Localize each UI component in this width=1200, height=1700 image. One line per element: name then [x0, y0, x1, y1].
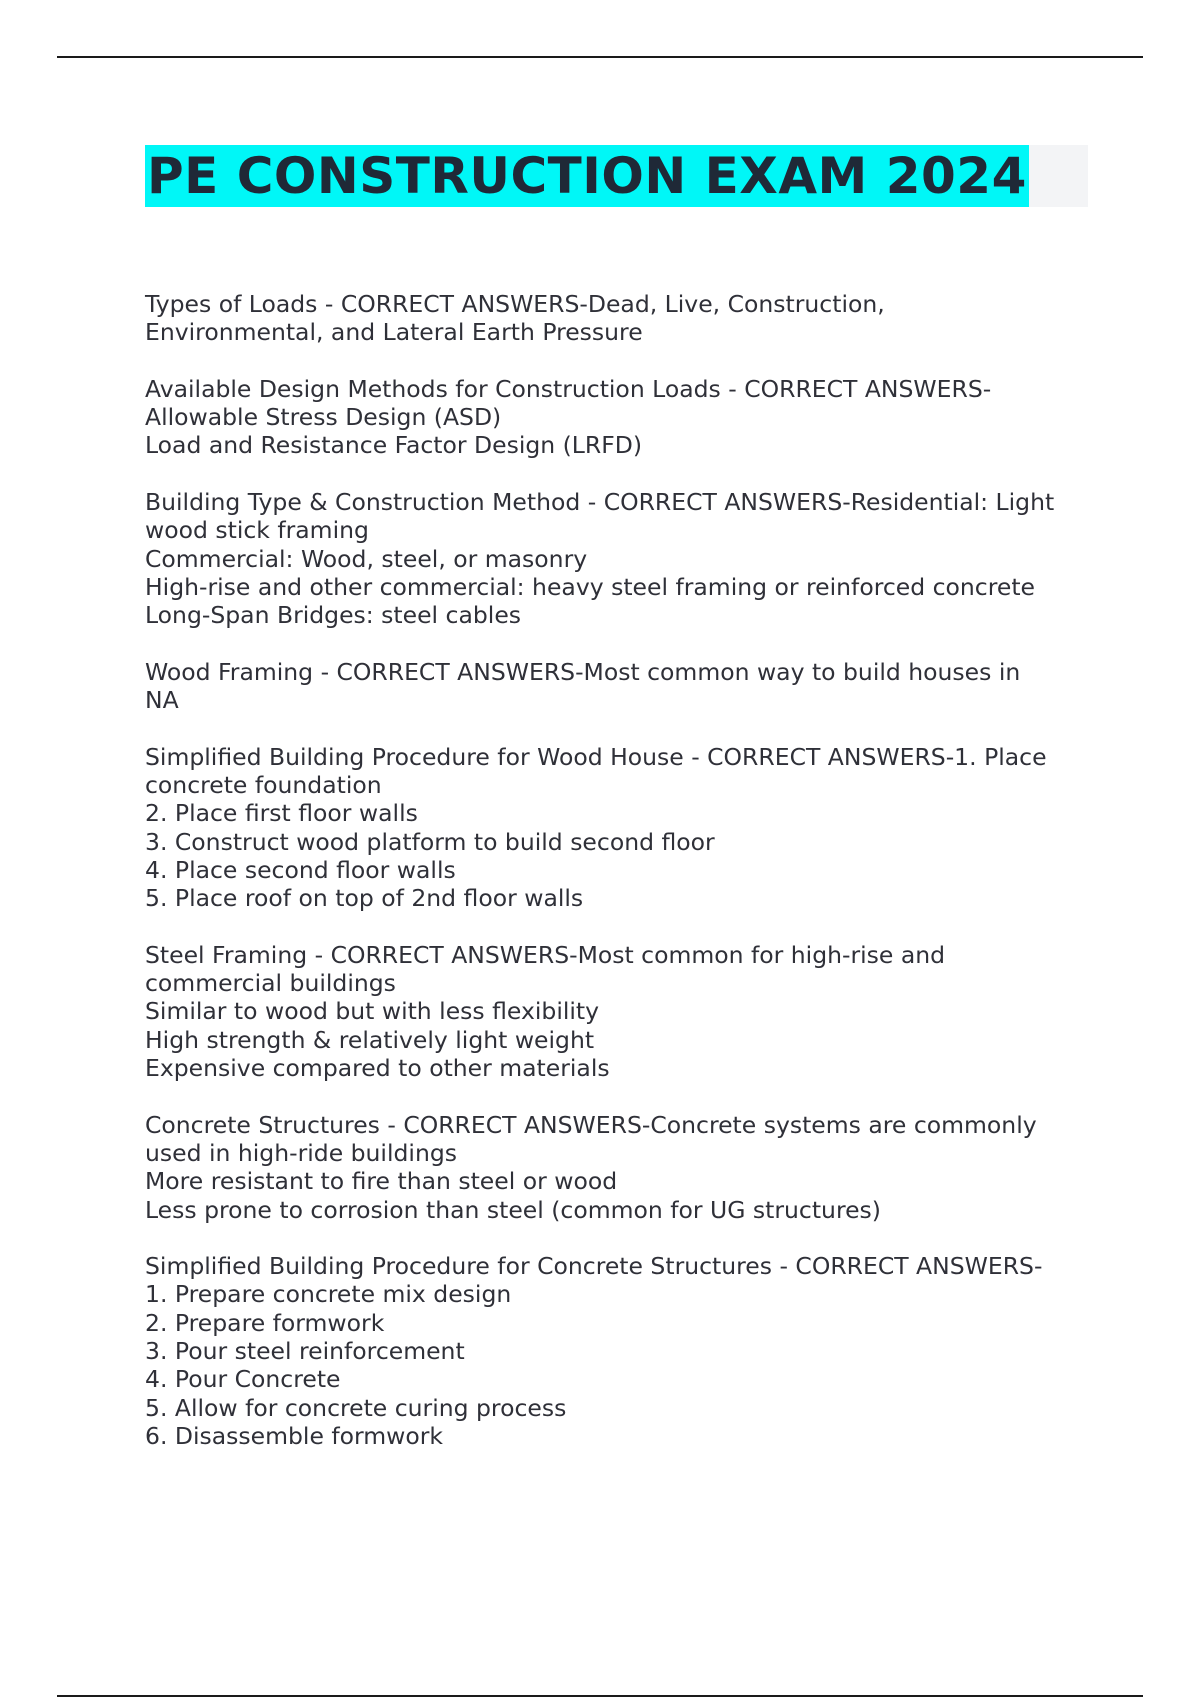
qa-entry — [145, 488, 1100, 629]
qa-entry-line: High strength & relatively light weight — [145, 1025, 595, 1054]
qa-entry-line: Less prone to corrosion than steel (common for UG structures) — [145, 1195, 881, 1224]
qa-entry-heading-line: Simplified Building Procedure for Concrete Structures - CORRECT ANSWERS- — [145, 1252, 1043, 1281]
qa-entry-heading-line: Concrete Structures - CORRECT ANSWERS-Concrete systems are commonly — [145, 1110, 1037, 1139]
qa-entry-line: 4. Place second floor walls — [145, 855, 456, 884]
bottom-rule — [57, 1695, 1143, 1697]
qa-entry-line: commercial buildings — [145, 969, 396, 998]
qa-entry-line: 2. Place first floor walls — [145, 799, 418, 828]
qa-entry — [145, 658, 1100, 715]
qa-entry — [145, 1111, 1100, 1224]
qa-entry-line: 2. Prepare formwork — [145, 1308, 385, 1337]
qa-entry-heading-line: Simplified Building Procedure for Wood House - CORRECT ANSWERS-1. Place — [145, 742, 1047, 771]
qa-entry-heading-line: Available Design Methods for Construction Loads - CORRECT ANSWERS- — [145, 374, 992, 403]
qa-entry-line: Expensive compared to other materials — [145, 1054, 610, 1083]
qa-entry-line: 5. Allow for concrete curing process — [145, 1393, 567, 1422]
qa-entry-line: Load and Resistance Factor Design (LRFD) — [145, 431, 643, 460]
qa-entry-line: wood stick framing — [145, 516, 369, 545]
qa-entry-line: concrete foundation — [145, 771, 382, 800]
qa-entry-line: Similar to wood but with less flexibility — [145, 997, 600, 1026]
qa-entry-line: High-rise and other commercial: heavy steel framing or reinforced concrete — [145, 572, 1035, 601]
qa-entry-line: 6. Disassemble formwork — [145, 1421, 444, 1450]
qa-entry — [145, 743, 1100, 913]
qa-entry-line: Environmental, and Lateral Earth Pressure — [145, 318, 643, 347]
qa-entry — [145, 290, 1100, 347]
qa-entry-line: Allowable Stress Design (ASD) — [145, 403, 502, 432]
qa-entry-line: Long-Span Bridges: steel cables — [145, 601, 522, 630]
qa-list — [145, 290, 1100, 1478]
top-rule — [57, 56, 1143, 58]
qa-entry-line: 1. Prepare concrete mix design — [145, 1280, 512, 1309]
qa-entry-line: used in high-ride buildings — [145, 1138, 457, 1167]
title-block — [145, 145, 1088, 207]
qa-entry — [145, 941, 1100, 1082]
qa-entry-line: More resistant to fire than steel or wood — [145, 1167, 618, 1196]
qa-entry-heading-line: Building Type & Construction Method - CORRECT ANSWERS-Residential: Light — [145, 488, 1055, 517]
qa-entry-line: Commercial: Wood, steel, or masonry — [145, 544, 588, 573]
qa-entry-heading-line: Wood Framing - CORRECT ANSWERS-Most common way to build houses in — [145, 657, 1021, 686]
qa-entry-line: 3. Pour steel reinforcement — [145, 1336, 465, 1365]
qa-entry-line: 4. Pour Concrete — [145, 1365, 341, 1394]
qa-entry-heading-line: Steel Framing - CORRECT ANSWERS-Most common for high-rise and — [145, 940, 946, 969]
qa-entry-heading-line: Types of Loads - CORRECT ANSWERS-Dead, Live, Construction, — [145, 290, 885, 318]
qa-entry-line: NA — [145, 686, 179, 715]
page-title: PE CONSTRUCTION EXAM 2024 — [147, 147, 1027, 205]
qa-entry-line: 5. Place roof on top of 2nd floor walls — [145, 884, 584, 913]
qa-entry — [145, 375, 1100, 460]
qa-entry-line: 3. Construct wood platform to build second floor — [145, 827, 715, 856]
qa-entry — [145, 1252, 1100, 1450]
